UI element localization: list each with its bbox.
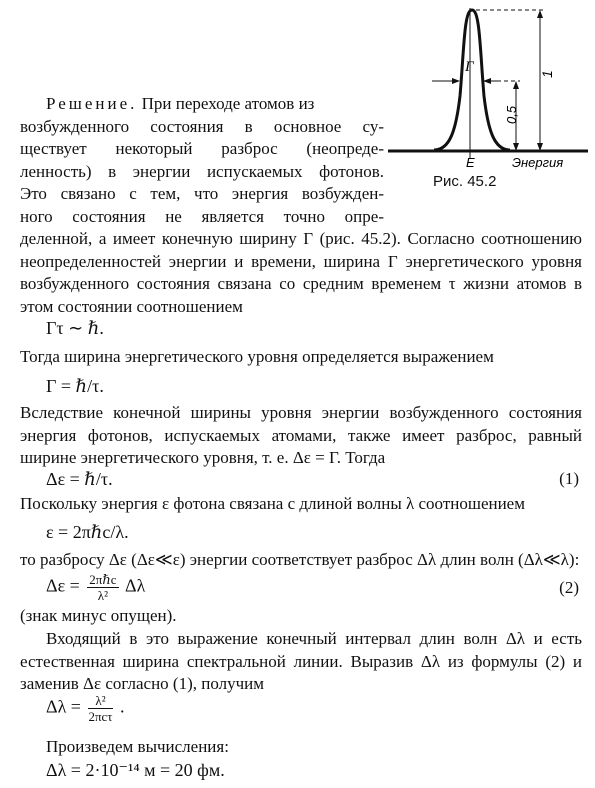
gamma-arrowhead-left (452, 78, 460, 84)
fraction (87, 572, 118, 603)
text-line: возбужденного состояния в основное су- (20, 116, 384, 136)
one-label: 1 (539, 70, 555, 78)
paragraph-4: Поскольку энергия ε фотона связана с длиной волны λ соотношением (20, 494, 525, 513)
paragraph-8: Произведем вычисления: (46, 737, 229, 756)
peak-curve (434, 10, 510, 150)
formula-part: Δλ (125, 575, 146, 596)
paragraph-2: Тогда ширина энергетического уровня определяется выражением (20, 347, 494, 366)
formula-2 (46, 572, 145, 603)
denominator: 2πcτ (88, 709, 113, 724)
gamma-label: Γ (465, 59, 474, 75)
paragraph-1-narrow (20, 93, 384, 228)
paragraph-5: то разбросу Δε (Δε≪ε) энергии соответствует разброс Δλ длин волн (Δλ≪λ): (20, 550, 580, 569)
e-label: E (466, 155, 475, 170)
numerator: λ² (88, 693, 112, 709)
formula-epsilon: ε = 2πℏc/λ. (46, 522, 129, 542)
energy-axis-label: Энергия (512, 155, 564, 170)
text-line: Это связано с тем, что энергия возбужден- (20, 184, 384, 203)
paragraph-6: (знак минус опущен). (20, 606, 177, 625)
figure-45-2 (388, 0, 588, 200)
formula-gamma-tau: Γτ ∼ ℏ. (46, 318, 104, 338)
text-line: ленность) в энергии испускаемых фотонов. (20, 161, 384, 181)
half-arrow-top (513, 81, 519, 89)
formula-1: Δε = ℏ/τ. (46, 469, 113, 489)
formula-gamma: Γ = ℏ/τ. (46, 376, 104, 396)
figure-caption: Рис. 45.2 (433, 173, 497, 190)
equation-number-1: (1) (559, 469, 579, 488)
formula-delta-lambda (46, 693, 125, 724)
paragraph-1-rest: деленной, а имеет конечную ширину Γ (рис. 45.2). Согласно соотношению неопределенностей энергии и времени, ширина Γ энергетического уровня возбужденного состояния связана со средним временем τ жизни атомов в этом состоянии соотношением (20, 229, 582, 316)
formula-part: Δε = (46, 575, 80, 596)
text-line: ществует некоторый разброс (неопреде- (20, 139, 384, 158)
numerator: 2πℏc (89, 572, 117, 587)
half-label: 0,5 (504, 105, 519, 124)
line-profile-plot (388, 0, 588, 200)
paragraph-3: Вследствие конечной ширины уровня энергии возбужденного состояния энергия фотонов, испускаемых атомами, также имеет разброс, равный ширине энергетического уровня, т. е. Δε = Γ. Тогда (20, 403, 582, 467)
text-line: ного состояния не является точно опре- (20, 206, 384, 226)
formula-part: . (120, 696, 125, 717)
formula-result: Δλ = 2·10⁻¹⁴ м = 20 фм. (46, 760, 225, 780)
solution-heading: Решение. (46, 94, 138, 113)
height-arrow-top (537, 10, 543, 18)
fraction (88, 693, 112, 724)
equation-number-2: (2) (559, 578, 579, 597)
formula-part: Δλ = (46, 696, 81, 717)
paragraph-7: Входящий в это выражение конечный интервал длин волн Δλ и есть естественная ширина спектральной линии. Выразив Δλ из формулы (2) и заменив Δε согласно (1), получим (20, 629, 582, 693)
denominator: λ² (97, 588, 108, 603)
text-line: При переходе атомов из (141, 94, 315, 113)
